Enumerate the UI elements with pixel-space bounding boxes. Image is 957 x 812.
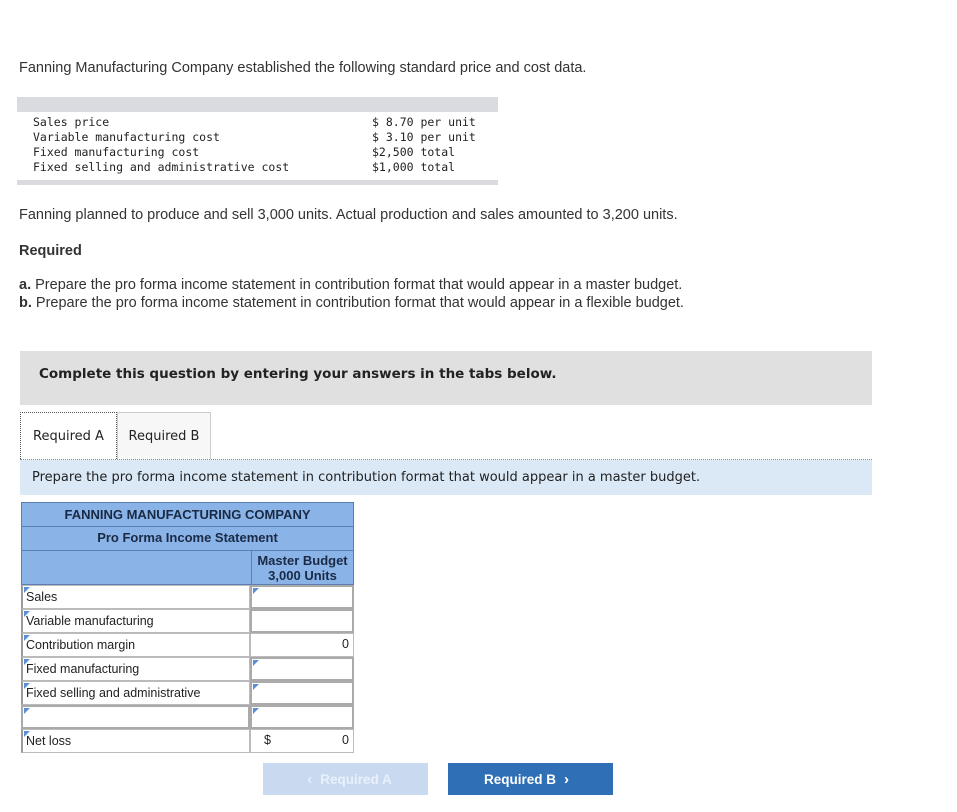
statement-row-fixed-sga bbox=[21, 681, 354, 705]
cost-value: $ 3.10 per unit bbox=[372, 130, 476, 144]
plan-text: Fanning planned to produce and sell 3,000 units. Actual production and sales amounted to 3,200 units. bbox=[19, 207, 678, 223]
dropdown-marker-icon bbox=[24, 708, 30, 714]
company-name: FANNING MANUFACTURING COMPANY bbox=[21, 502, 354, 527]
chevron-left-icon: ‹ bbox=[307, 770, 313, 788]
dropdown-marker-icon bbox=[24, 635, 30, 641]
row-label-text: Fixed selling and administrative bbox=[26, 686, 201, 700]
required-heading: Required bbox=[19, 243, 82, 259]
tab-instruction: Prepare the pro forma income statement in contribution format that would appear in a master budget. bbox=[20, 460, 872, 495]
statement-title: Pro Forma Income Statement bbox=[21, 527, 354, 551]
cost-label: Fixed manufacturing cost bbox=[33, 145, 200, 159]
amount-input[interactable] bbox=[250, 585, 354, 609]
dropdown-marker-icon bbox=[24, 611, 30, 617]
master-budget-column-header bbox=[251, 551, 353, 584]
row-label-text: Contribution margin bbox=[26, 638, 136, 652]
column-header-line1: Master Budget bbox=[257, 553, 348, 568]
dropdown-marker-icon bbox=[24, 731, 30, 737]
dropdown-marker-icon bbox=[24, 587, 30, 593]
amount-total bbox=[250, 633, 354, 657]
requirement-text: Prepare the pro forma income statement in contribution format that would appear in a flexible budget. bbox=[35, 295, 684, 311]
row-label[interactable] bbox=[21, 609, 250, 633]
statement-row-blank bbox=[21, 705, 354, 729]
dropdown-marker-icon bbox=[253, 708, 259, 714]
row-label[interactable] bbox=[21, 633, 250, 657]
cost-data-table bbox=[17, 97, 498, 185]
statement-row-net-loss bbox=[21, 729, 354, 753]
instruction-banner: Complete this question by entering your answers in the tabs below. bbox=[20, 351, 872, 405]
requirement-letter: b. bbox=[19, 295, 32, 311]
statement-row-fixed-mfg bbox=[21, 657, 354, 681]
cost-value: $ 8.70 per unit bbox=[372, 115, 476, 129]
prev-tab-button[interactable] bbox=[263, 763, 428, 795]
cost-label: Sales price bbox=[33, 115, 110, 129]
cost-label: Fixed selling and administrative cost bbox=[33, 160, 290, 174]
dropdown-marker-icon bbox=[24, 659, 30, 665]
column-header-row bbox=[21, 551, 354, 585]
row-label-text: Net loss bbox=[26, 734, 72, 748]
statement-row-variable bbox=[21, 609, 354, 633]
next-tab-button[interactable] bbox=[448, 763, 613, 795]
cost-value: $2,500 total bbox=[372, 145, 456, 159]
dropdown-marker-icon bbox=[253, 588, 259, 594]
requirement-a bbox=[19, 277, 682, 293]
row-label[interactable] bbox=[21, 585, 250, 609]
row-label[interactable] bbox=[21, 681, 250, 705]
statement-row-sales bbox=[21, 585, 354, 609]
tab-required-b[interactable]: Required B bbox=[117, 412, 211, 459]
cost-label: Variable manufacturing cost bbox=[33, 130, 220, 144]
requirement-letter: a. bbox=[19, 277, 32, 293]
dropdown-marker-icon bbox=[24, 683, 30, 689]
currency-symbol: $ bbox=[264, 733, 271, 747]
row-label-text: Fixed manufacturing bbox=[26, 662, 140, 676]
row-label-text: Variable manufacturing bbox=[26, 614, 154, 628]
statement-row-contribution bbox=[21, 633, 354, 657]
amount-value: 0 bbox=[342, 637, 349, 651]
amount-input[interactable] bbox=[250, 681, 354, 705]
amount-total bbox=[250, 729, 354, 753]
tab-required-a[interactable]: Required A bbox=[20, 412, 117, 459]
dropdown-marker-icon bbox=[253, 660, 259, 666]
intro-text: Fanning Manufacturing Company established the following standard price and cost data. bbox=[19, 60, 587, 76]
row-label[interactable] bbox=[21, 705, 250, 729]
column-header-line2: 3,000 Units bbox=[268, 568, 337, 583]
income-statement bbox=[21, 502, 354, 753]
row-label-text: Sales bbox=[26, 590, 58, 604]
requirement-text: Prepare the pro forma income statement in contribution format that would appear in a master budget. bbox=[35, 277, 683, 293]
amount-value: 0 bbox=[342, 733, 349, 747]
amount-input[interactable] bbox=[250, 705, 354, 729]
prev-tab-label: Required A bbox=[320, 771, 392, 787]
next-tab-label: Required B bbox=[483, 771, 556, 787]
cost-value: $1,000 total bbox=[372, 160, 456, 174]
chevron-right-icon: › bbox=[564, 770, 569, 788]
row-label[interactable] bbox=[21, 657, 250, 681]
row-label[interactable] bbox=[21, 729, 250, 753]
amount-input[interactable] bbox=[250, 609, 354, 633]
dropdown-marker-icon bbox=[253, 684, 259, 690]
requirement-b bbox=[19, 295, 684, 311]
amount-input[interactable] bbox=[250, 657, 354, 681]
